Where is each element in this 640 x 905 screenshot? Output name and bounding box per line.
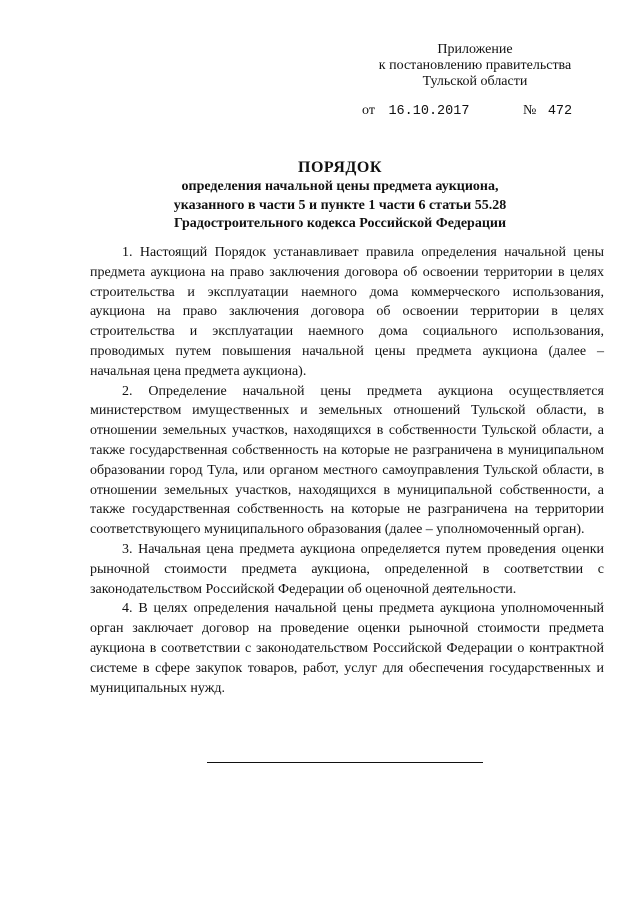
paragraph-1: 1. Настоящий Порядок устанавливает правила определения начальной цены предмета аукциона на право заключения договора об освоении территории в целях строительства и эксплуатации наемного дома коммерческого использования, аукциона на право заключения договора об освоении территории в целях строительства и эксплуатации наемного дома социального использования, проводимых путем повышения начальной цены предмета аукциона (далее – начальная цена предмета аукциона). xyxy=(90,245,604,379)
paragraph-4: 4. В целях определения начальной цены предмета аукциона уполномоченный орган заключает договор на проведение оценки рыночной стоимости предмета аукциона в соответствии с законодательством Российской Федерации о контрактной системе в сфере закупок товаров, работ, услуг для обеспечения государственных и муниципальных нужд. xyxy=(90,601,604,696)
annex-line: Тульской области xyxy=(422,74,528,89)
annex-line: к постановлению правительства xyxy=(378,58,572,73)
end-divider xyxy=(207,762,483,763)
title-main: ПОРЯДОК xyxy=(298,159,382,176)
annex-header xyxy=(340,42,610,90)
title-sub-line: указанного в части 5 и пункте 1 части 6 статьи 55.28 xyxy=(173,197,507,213)
resolution-number: 472 xyxy=(547,104,573,119)
document-body xyxy=(90,243,604,698)
title-sub-line: Градостроительного кодекса Российской Федерации xyxy=(173,216,507,231)
resolution-date-line xyxy=(362,103,572,119)
number-sign: № xyxy=(522,103,537,118)
date-prefix: от xyxy=(362,103,375,118)
resolution-date: 16.10.2017 xyxy=(388,104,470,119)
annex-line: Приложение xyxy=(437,42,513,57)
paragraph-3: 3. Начальная цена предмета аукциона определяется путем проведения оценки рыночной стоимости предмета аукциона, определенной в соответствии с законодательством Российской Федерации об оценочной деятельности. xyxy=(90,541,604,597)
document-title xyxy=(90,158,590,234)
paragraph-2: 2. Определение начальной цены предмета аукциона осуществляется министерством имущественных и земельных отношений Тульской области, в отношении земельных участков, находящихся в собственности Тульской области, а также государственная собственность на которые не разграничена в муниципальном образовании город Тула, или органом местного самоуправления Тульской области, в отношении земельных участков, находящихся в муниципальной собственности, а также государственная собственность на которые не разграничена на территории соответствующего муниципального образования (далее – уполномоченный орган). xyxy=(90,383,604,538)
title-sub-line: определения начальной цены предмета аукциона, xyxy=(181,179,499,194)
